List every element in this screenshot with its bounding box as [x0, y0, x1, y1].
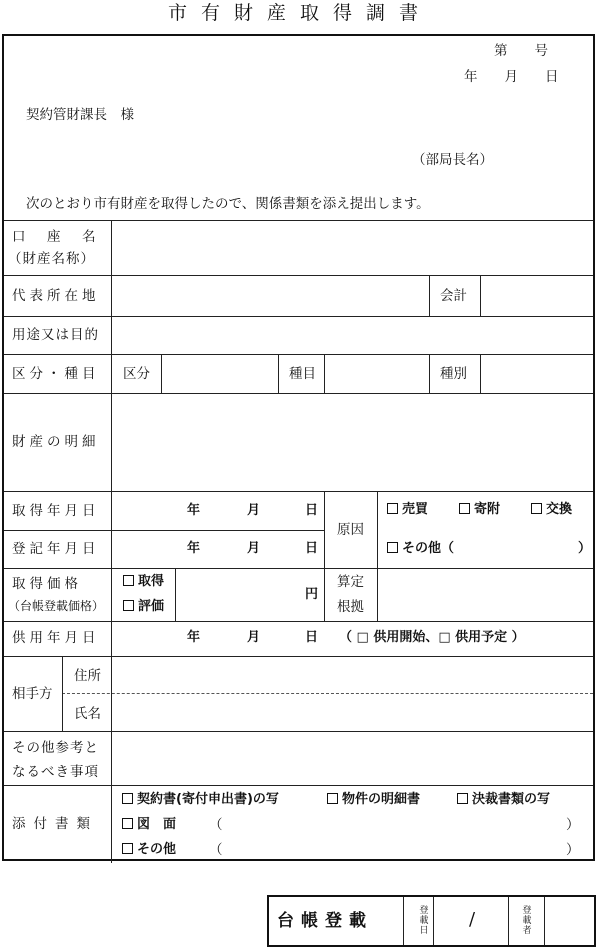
acquired-day: 日	[305, 503, 319, 518]
cause-donation-option[interactable]: 寄附	[459, 502, 500, 518]
registration-date-slash: /	[469, 909, 476, 930]
location-label: 代表所在地	[12, 288, 100, 304]
koza-name-label: 口 座 名	[12, 229, 100, 245]
acquired-year: 年	[187, 503, 201, 518]
att-decision-option[interactable]: 決裁書類の写	[457, 792, 550, 808]
att-contract-option[interactable]: 契約書(寄付申出書)の写	[122, 792, 279, 808]
calc-basis-line1: 算定	[337, 574, 364, 590]
kubun-label: 区分	[123, 366, 150, 382]
cause-other-close: ）	[578, 541, 592, 556]
shubetsu-label: 種別	[440, 366, 467, 382]
details-label: 財産の明細	[12, 434, 100, 450]
price-sub-label: （台帳登載価格）	[8, 599, 105, 613]
checkbox-icon	[122, 793, 133, 804]
yen-label: 円	[305, 587, 319, 602]
zaisan-name-label: （財産名称）	[8, 251, 95, 267]
acquired-date-label: 取得年月日	[12, 503, 100, 519]
submitter-label: （部局長名）	[412, 152, 493, 168]
att-other-open: （	[209, 842, 223, 858]
checkbox-icon	[122, 843, 133, 854]
other-ref-line1: その他参考と	[12, 740, 99, 756]
service-month: 月	[247, 630, 261, 645]
category-label: 区分・種目	[12, 366, 100, 382]
cause-label: 原因	[337, 522, 364, 538]
acquired-month: 月	[247, 503, 261, 518]
registered-day: 日	[305, 541, 319, 556]
cause-other-option[interactable]: その他（	[387, 541, 454, 557]
checkbox-icon	[387, 503, 398, 514]
checkbox-icon	[531, 503, 542, 514]
checkbox-icon	[122, 818, 133, 829]
service-status: （ □ 供用開始、□ 供用予定 ）	[339, 630, 525, 645]
price-valued-option[interactable]: 評価	[123, 599, 164, 615]
att-property-option[interactable]: 物件の明細書	[327, 792, 420, 808]
registration-box	[267, 895, 596, 947]
checkbox-icon	[123, 600, 134, 611]
checkbox-icon	[123, 575, 134, 586]
registration-label: 台帳登載	[277, 911, 373, 931]
service-date-label: 供用年月日	[12, 630, 100, 646]
calc-basis-line2: 根拠	[337, 599, 364, 615]
registration-date-label: 登載日	[419, 906, 429, 936]
date-label: 年 月 日	[464, 69, 559, 85]
kaikei-label: 会計	[440, 288, 467, 304]
registrant-label: 登載者	[522, 906, 532, 936]
name-label: 氏名	[74, 706, 101, 722]
document-title: 市有財産取得調書	[167, 2, 432, 24]
att-drawing-close: ）	[566, 817, 580, 833]
cause-exchange-option[interactable]: 交換	[531, 502, 572, 518]
att-other-close: ）	[566, 842, 580, 858]
intro-text: 次のとおり市有財産を取得したので、関係書類を添え提出します。	[26, 196, 430, 212]
checkbox-icon	[459, 503, 470, 514]
registered-date-label: 登記年月日	[12, 541, 100, 557]
purpose-label: 用途又は目的	[12, 327, 99, 343]
cause-sale-option[interactable]: 売買	[387, 502, 428, 518]
registered-year: 年	[187, 541, 201, 556]
checkbox-icon	[457, 793, 468, 804]
registered-month: 月	[247, 541, 261, 556]
number-label: 第 号	[494, 43, 548, 59]
shumoku-label: 種目	[289, 366, 316, 382]
service-day: 日	[305, 630, 319, 645]
checkbox-icon	[387, 542, 398, 553]
price-acquired-option[interactable]: 取得	[123, 574, 164, 590]
att-other-option[interactable]: その他	[122, 842, 176, 858]
att-drawing-open: （	[209, 817, 223, 833]
checkbox-icon	[327, 793, 338, 804]
service-year: 年	[187, 630, 201, 645]
attachments-label: 添付書類	[12, 816, 98, 832]
price-label: 取得価格	[12, 576, 82, 592]
att-drawing-option[interactable]: 図 面	[122, 817, 176, 833]
counterparty-label: 相手方	[12, 686, 53, 702]
acquisition-form	[2, 34, 595, 861]
other-ref-line2: なるべき事項	[12, 764, 99, 780]
address-label: 住所	[74, 668, 101, 684]
addressee: 契約管財課長 様	[26, 107, 134, 123]
